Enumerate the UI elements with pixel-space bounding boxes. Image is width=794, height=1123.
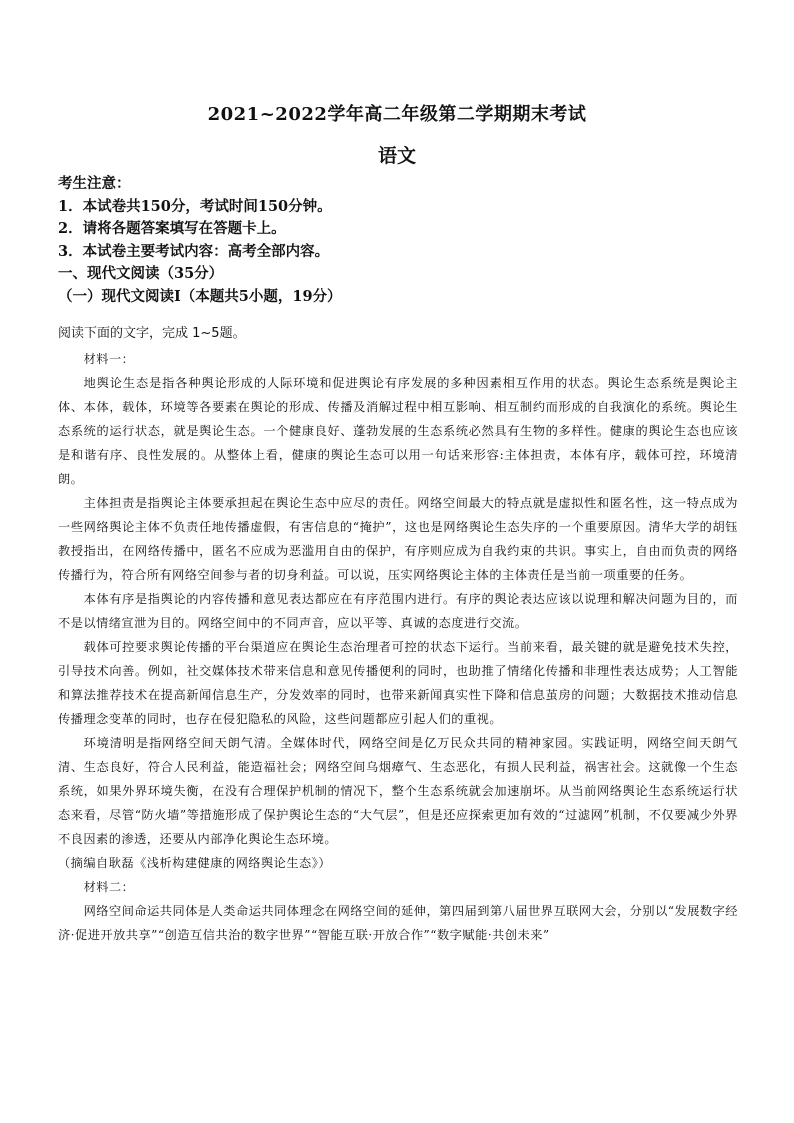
reading-instruction: 阅读下面的文字，完成 1~5题。: [58, 326, 246, 341]
notice-heading: 考生注意：: [58, 175, 131, 192]
paragraph: 地舆论生态是指各种舆论形成的人际环境和促进舆论有序发展的多种因素相互作用的状态。舆论生态系统是舆论主体、本体，载体，环境等各要素在舆论的形成、传播及消解过程中相互影响、相互制约而形成的自我演化的系统。舆论生态系统的运行状态，就是舆论生态。一个健康良好、蓬勃发展的生态系统必然具有生物的多样性。健康的舆论生态也应该是和谐有序、良性发展的。从整体上看，健康的舆论生态可以用一句话来形容:主体担责，本体有序，载体可控，环境清朗。: [58, 376, 738, 486]
source-citation: （摘编自耿磊《浅析构建健康的网络舆论生态》）: [58, 856, 332, 870]
subject-title: 语文: [377, 145, 416, 167]
section-heading: 一、现代文阅读（35分）: [58, 265, 224, 282]
paragraph: 主体担责是指舆论主体要承担起在舆论生态中应尽的责任。网络空间最大的特点就是虚拟性和匿名性，这一特点成为一些网络舆论主体不负责任地传播虚假，有害信息的“掩护”，这也是网络舆论生态失序的一个重要原因。清华大学的胡钰教授指出，在网络传播中，匿名不应成为恶滥用自由的保护，有序则应成为自我约束的共识。事实上，自由而负责的网络传播行为，符合所有网络空间参与者的切身利益。可以说，压实网络舆论主体的主体责任是当前一项重要的任务。: [58, 496, 738, 582]
exam-title: 2021~2022学年高二年级第二学期期末考试: [207, 104, 587, 125]
paragraph: 载体可控要求舆论传播的平台渠道应在舆论生态治理者可控的状态下运行。当前来看，最关键的就是避免技术失控，引导技术向善。例如，社交媒体技术带来信息和意见传播便利的同时，也助推了情绪化传播和非理性表达成势；人工智能和算法推荐技术在提高新闻信息生产，分发效率的同时，也带来新闻真实性下降和信息茧房的问题；大数据技术推动信息传播理念变革的同时，也存在侵犯隐私的风险，这些问题都应引起人们的重视。: [58, 640, 738, 726]
paragraph: 环境清明是指网络空间天朗气清。全媒体时代，网络空间是亿万民众共同的精神家园。实践证明，网络空间天朗气清、生态良好，符合人民利益，能造福社会；网络空间乌烟瘴气、生态恶化，有损人民利益，祸害社会。这就像一个生态系统，如果外界环境失衡，在没有合理保护机制的情况下，整个生态系统就会加速崩坏。从当前网络舆论生态系统运行状态来看，尽管“防火墙”等措施形成了保护舆论生态的“大气层”，但是还应探索更加有效的“过滤网”机制，不仅要减少外界不良因素的渗透，还要从内部净化舆论生态环境。: [58, 736, 738, 846]
reading-passage: [58, 347, 738, 947]
material-label: 材料二：: [83, 880, 135, 894]
notice-item: 3．本试卷主要考试内容：高考全部内容。: [58, 242, 330, 260]
material-label: 材料一：: [83, 352, 135, 366]
notice-item: 1．本试卷共150分，考试时间150分钟。: [58, 197, 332, 215]
subsection-heading: （一）现代文阅读Ⅰ（本题共5小题，19分）: [58, 287, 342, 305]
notice-item: 2．请将各题答案填写在答题卡上。: [58, 220, 286, 237]
exam-notices: [58, 173, 748, 308]
paragraph: 本体有序是指舆论的内容传播和意见表达都应在有序范围内进行。有序的舆论表达应该以说理和解决问题为目的，而不是以情绪宣泄为目的。网络空间中的不同声音，应以平等、真诚的态度进行交流。: [58, 592, 738, 630]
paragraph: 网络空间命运共同体是人类命运共同体理念在网络空间的延伸，第四届到第八届世界互联网大会，分别以“发展数字经济·促进开放共享”“创造互信共治的数字世界”“智能互联·开放合作”“数字赋能·共创未来”: [58, 904, 738, 942]
